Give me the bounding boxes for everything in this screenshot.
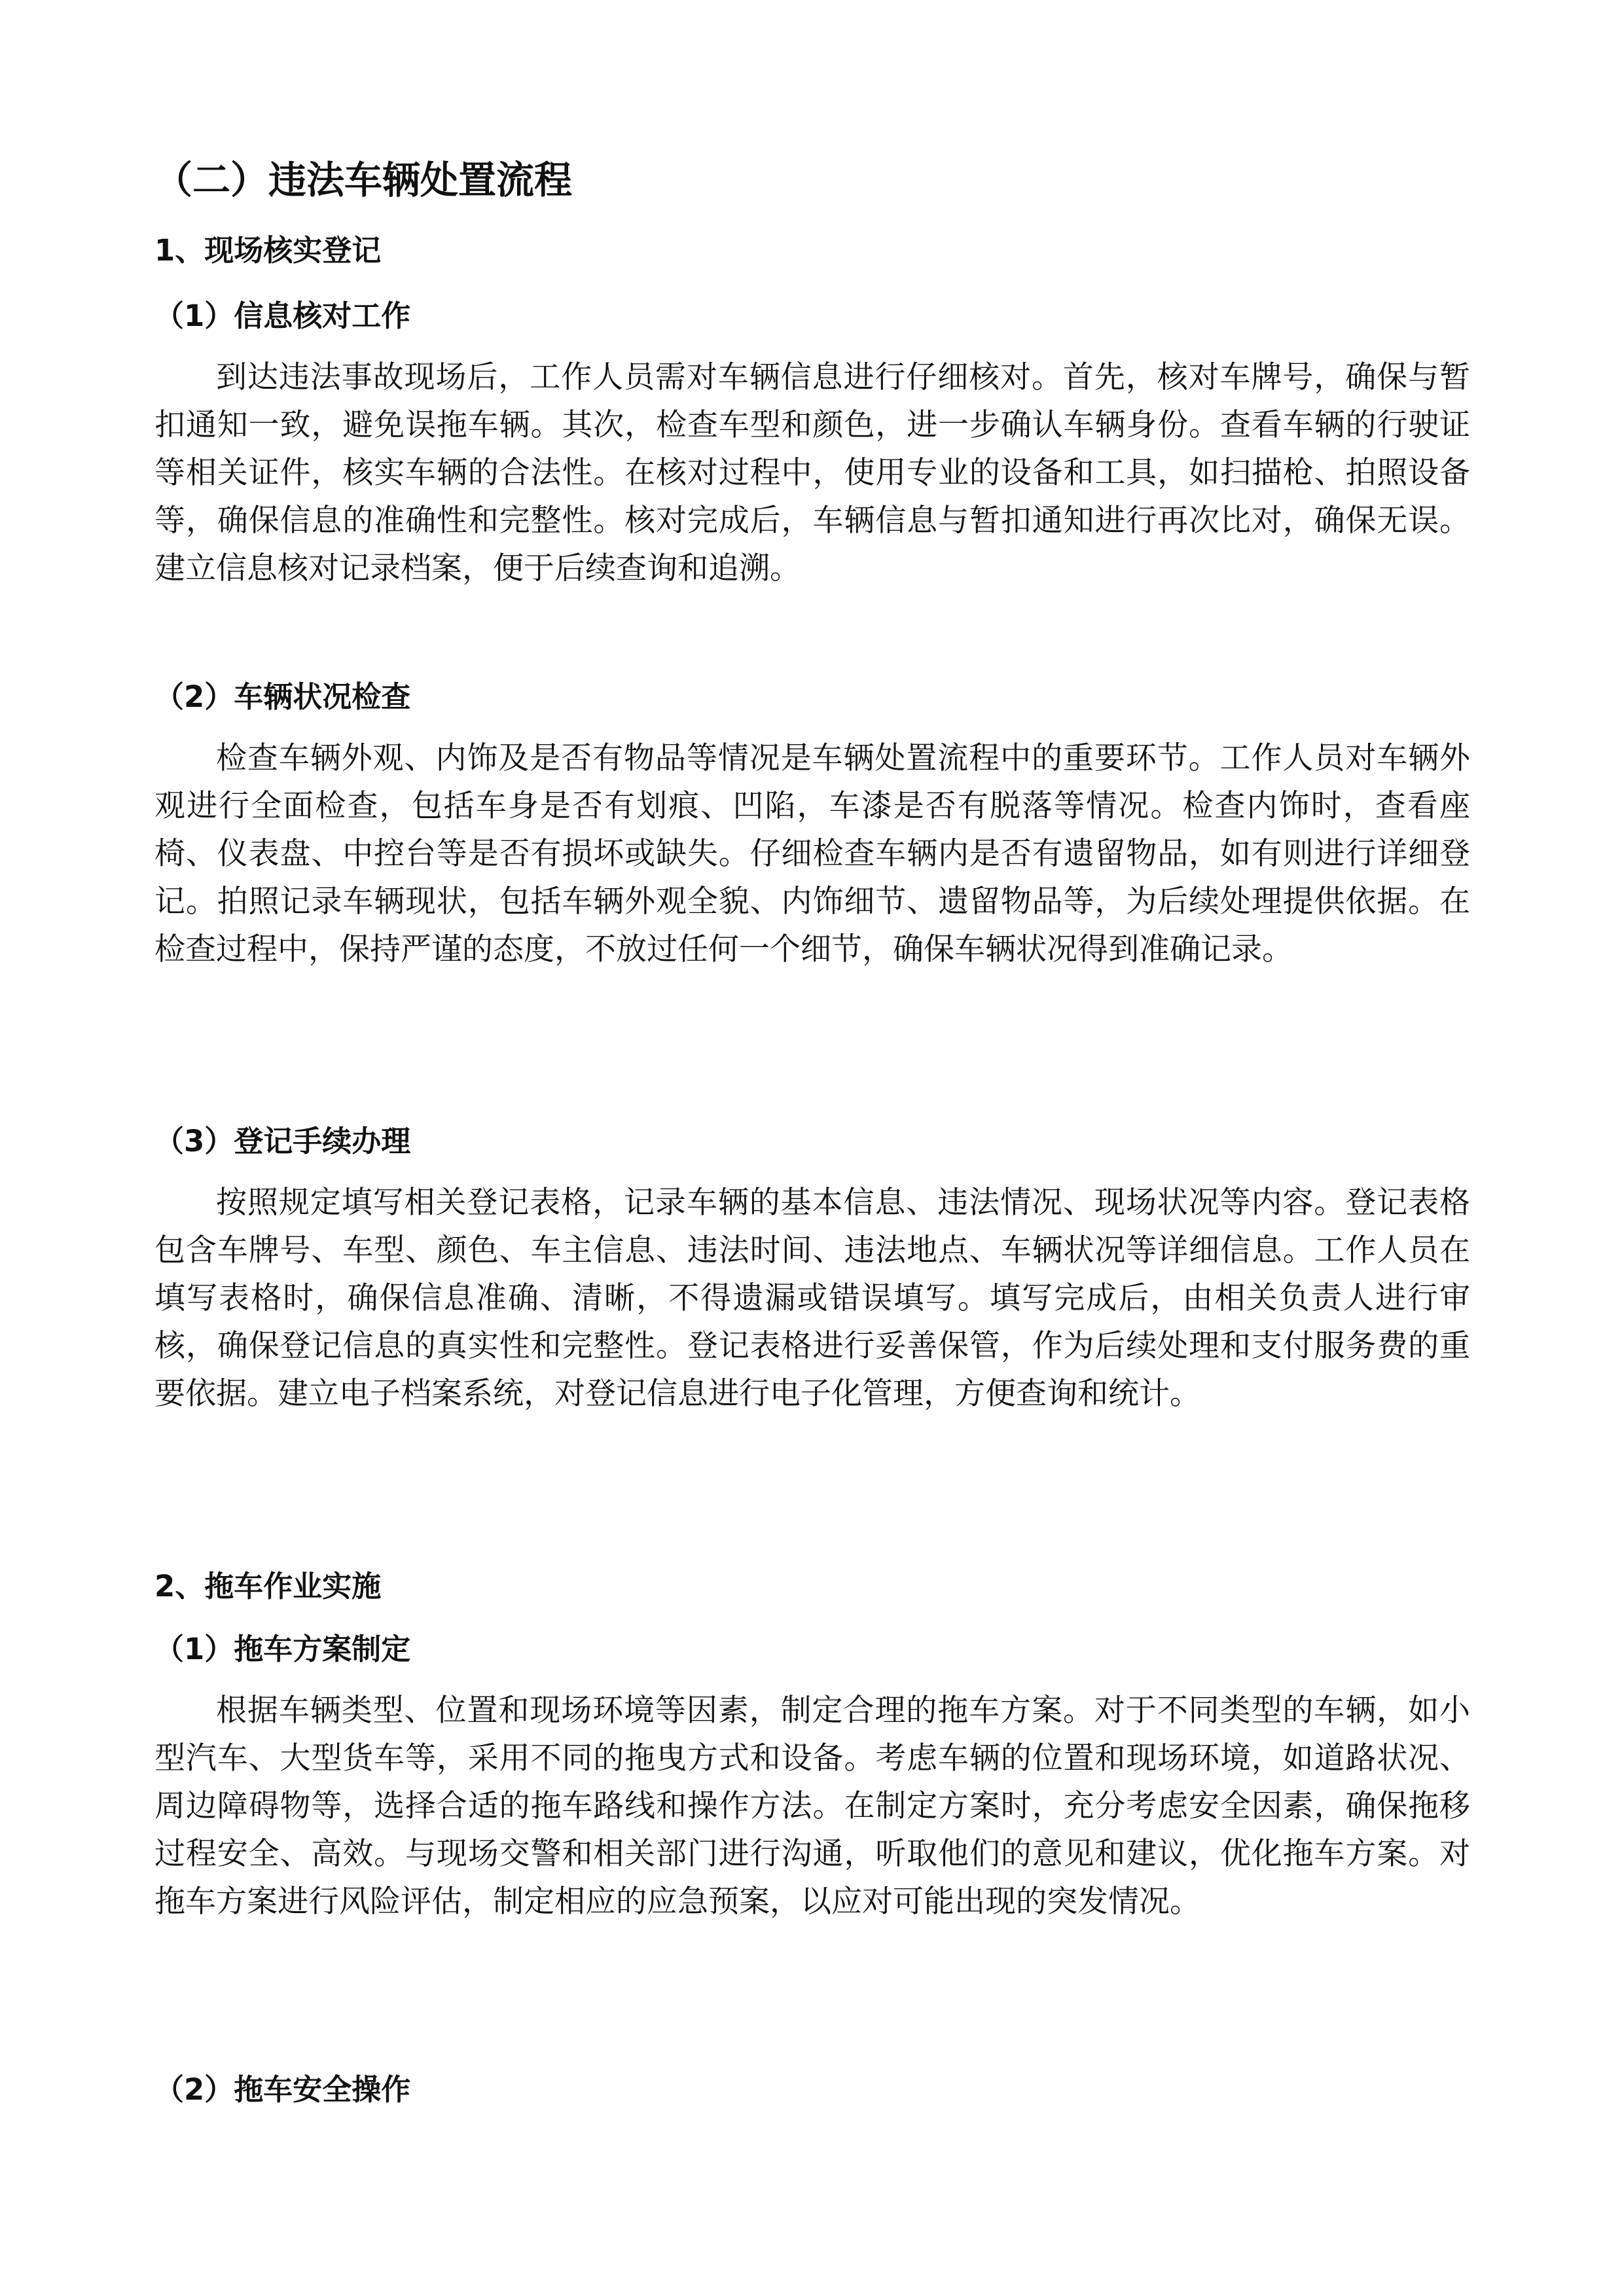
document-title: （二）违法车辆处置流程: [154, 158, 573, 202]
paragraph-tow-plan: 根据车辆类型、位置和现场环境等因素，制定合理的拖车方案。对于不同类型的车辆，如小型汽车、大型货车等，采用不同的拖曳方式和设备。考虑车辆的位置和现场环境，如道路状况、周边障碍物等，选择合适的拖车路线和操作方法。在制定方案时，充分考虑安全因素，确保拖移过程安全、高效。与现场交警和相关部门进行沟通，听取他们的意见和建议，优化拖车方案。对拖车方案进行风险评估，制定相应的应急预案，以应对可能出现的突发情况。: [154, 1693, 1470, 1920]
section-heading-1: 1、现场核实登记: [154, 233, 382, 268]
subsection-heading-1-3: （3）登记手续办理: [154, 1124, 411, 1158]
subsection-heading-1-1: （1）信息核对工作: [154, 298, 411, 333]
paragraph-vehicle-inspection: 检查车辆外观、内饰及是否有物品等情况是车辆处置流程中的重要环节。工作人员对车辆外观进行全面检查，包括车身是否有划痕、凹陷，车漆是否有脱落等情况。检查内饰时，查看座椅、仪表盘、中控台等是否有损坏或缺失。仔细检查车辆内是否有遗留物品，如有则进行详细登记。拍照记录车辆现状，包括车辆外观全貌、内饰细节、遗留物品等，为后续处理提供依据。在检查过程中，保持严谨的态度，不放过任何一个细节，确保车辆状况得到准确记录。: [154, 740, 1470, 967]
section-heading-2: 2、拖车作业实施: [154, 1569, 382, 1604]
subsection-heading-2-1: （1）拖车方案制定: [154, 1632, 411, 1666]
paragraph-registration: 按照规定填写相关登记表格，记录车辆的基本信息、违法情况、现场状况等内容。登记表格包含车牌号、车型、颜色、车主信息、违法时间、违法地点、车辆状况等详细信息。工作人员在填写表格时，确保信息准确、清晰，不得遗漏或错误填写。填写完成后，由相关负责人进行审核，确保登记信息的真实性和完整性。登记表格进行妥善保管，作为后续处理和支付服务费的重要依据。建立电子档案系统，对登记信息进行电子化管理，方便查询和统计。: [154, 1185, 1470, 1412]
subsection-heading-1-2: （2）车辆状况检查: [154, 679, 411, 714]
subsection-heading-2-2: （2）拖车安全操作: [154, 2072, 411, 2107]
paragraph-info-check: 到达违法事故现场后，工作人员需对车辆信息进行仔细核对。首先，核对车牌号，确保与暂扣通知一致，避免误拖车辆。其次，检查车型和颜色，进一步确认车辆身份。查看车辆的行驶证等相关证件，核实车辆的合法性。在核对过程中，使用专业的设备和工具，如扫描枪、拍照设备等，确保信息的准确性和完整性。核对完成后，车辆信息与暂扣通知进行再次比对，确保无误。建立信息核对记录档案，便于后续查询和追溯。: [154, 359, 1470, 586]
